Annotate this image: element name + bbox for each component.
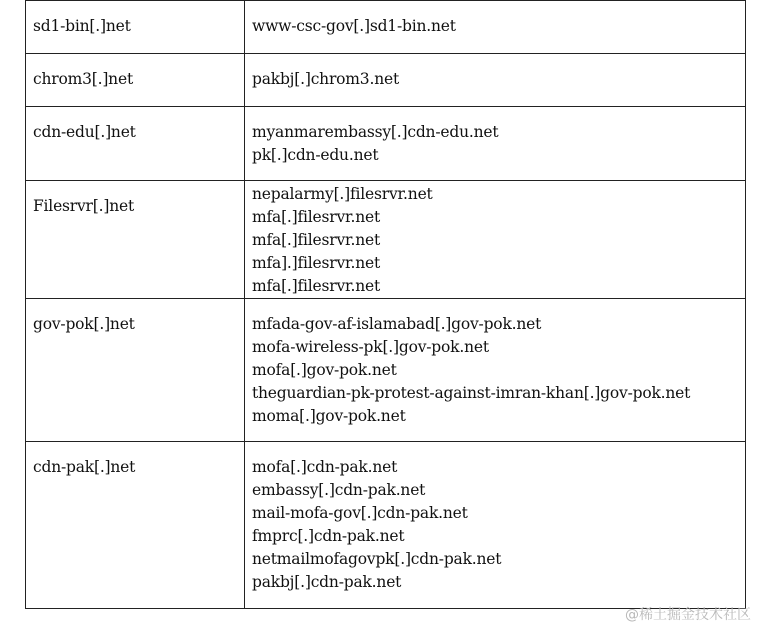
table-row xyxy=(26,107,746,181)
domain-text: sd1-bin[.]net xyxy=(33,17,131,35)
domain-cell xyxy=(26,181,245,299)
domain-cell xyxy=(26,54,245,107)
subdomain-cell xyxy=(245,1,746,54)
subdomain-item: mfa].]filesrvr.net xyxy=(252,254,381,272)
table-row xyxy=(26,181,746,299)
domain-cell xyxy=(26,442,245,609)
subdomain-item: fmprc[.]cdn-pak.net xyxy=(252,527,405,545)
table-row xyxy=(26,442,746,609)
subdomain-cell xyxy=(245,54,746,107)
table-row xyxy=(26,1,746,54)
subdomain-item: mfa[.]filesrvr.net xyxy=(252,231,381,249)
subdomain-item: mfada-gov-af-islamabad[.]gov-pok.net xyxy=(252,315,542,333)
subdomain-item: mofa-wireless-pk[.]gov-pok.net xyxy=(252,338,489,356)
subdomain-item: pk[.]cdn-edu.net xyxy=(252,146,379,164)
subdomain-item: www-csc-gov[.]sd1-bin.net xyxy=(252,17,456,35)
subdomain-item: pakbj[.]cdn-pak.net xyxy=(252,573,402,591)
domain-cell xyxy=(26,1,245,54)
domain-cell xyxy=(26,107,245,181)
domain-table xyxy=(25,0,746,609)
subdomain-item: myanmarembassy[.]cdn-edu.net xyxy=(252,123,499,141)
subdomain-item: mail-mofa-gov[.]cdn-pak.net xyxy=(252,504,468,522)
subdomain-item: embassy[.]cdn-pak.net xyxy=(252,481,426,499)
subdomain-item: mfa[.]filesrvr.net xyxy=(252,277,381,295)
domain-text: chrom3[.]net xyxy=(33,70,133,88)
domain-text: cdn-edu[.]net xyxy=(33,123,136,141)
domain-cell xyxy=(26,299,245,442)
subdomain-item: pakbj[.]chrom3.net xyxy=(252,70,399,88)
domain-text: cdn-pak[.]net xyxy=(33,458,136,476)
subdomain-item: theguardian-pk-protest-against-imran-khan[.]gov-pok.net xyxy=(252,384,691,402)
subdomain-item: nepalarmy[.]filesrvr.net xyxy=(252,185,433,203)
watermark-text: @稀土掘金技术社区 xyxy=(625,607,751,623)
subdomain-cell xyxy=(245,107,746,181)
subdomain-item: mfa[.]filesrvr.net xyxy=(252,208,381,226)
subdomain-item: mofa[.]cdn-pak.net xyxy=(252,458,398,476)
table-row xyxy=(26,299,746,442)
subdomain-item: netmailmofagovpk[.]cdn-pak.net xyxy=(252,550,502,568)
subdomain-cell xyxy=(245,442,746,609)
subdomain-item: moma[.]gov-pok.net xyxy=(252,407,406,425)
domain-text: gov-pok[.]net xyxy=(33,315,135,333)
subdomain-cell xyxy=(245,299,746,442)
table-row xyxy=(26,54,746,107)
subdomain-cell xyxy=(245,181,746,299)
domain-text: Filesrvr[.]net xyxy=(33,197,134,215)
subdomain-item: mofa[.]gov-pok.net xyxy=(252,361,397,379)
